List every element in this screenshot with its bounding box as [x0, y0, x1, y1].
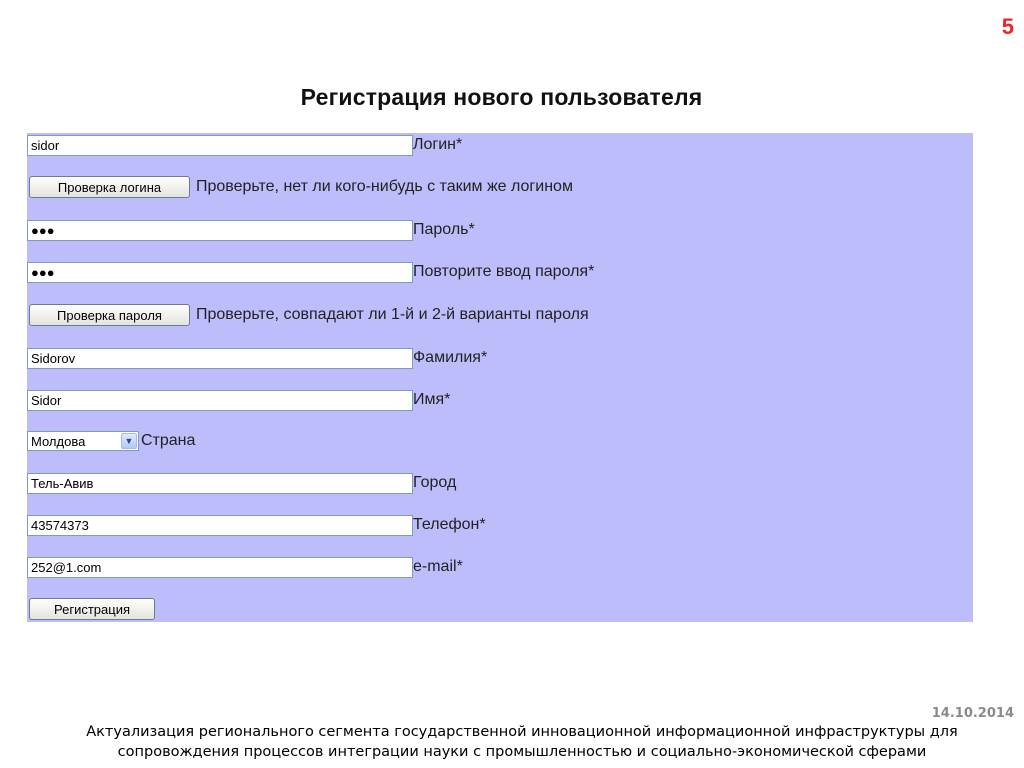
- password-repeat-label: Повторите ввод пароля*: [413, 263, 595, 280]
- login-input[interactable]: [27, 135, 413, 156]
- chevron-down-icon[interactable]: ▼: [121, 433, 137, 449]
- country-select[interactable]: [27, 431, 139, 451]
- check-password-button[interactable]: Проверка пароля: [29, 304, 190, 326]
- country-label: Страна: [141, 432, 196, 449]
- check-password-hint: Проверьте, совпадают ли 1-й и 2-й варианты пароля: [196, 306, 589, 323]
- phone-label: Телефон*: [413, 516, 486, 533]
- email-label: e-mail*: [413, 558, 463, 575]
- password-input[interactable]: [27, 220, 413, 241]
- register-button[interactable]: Регистрация: [29, 598, 155, 620]
- password-repeat-row: [27, 260, 594, 284]
- slide-number: 5: [1001, 14, 1014, 39]
- surname-row: [27, 346, 487, 370]
- login-label: Логин*: [413, 136, 463, 153]
- city-row: [27, 471, 456, 495]
- phone-row: [27, 513, 486, 537]
- check-password-row: [27, 303, 589, 327]
- name-input[interactable]: [27, 390, 413, 411]
- slide-date: 14.10.2014: [931, 706, 1014, 721]
- check-login-button[interactable]: Проверка логина: [29, 176, 190, 198]
- footer-line-2: сопровождения процессов интеграции науки с промышленностью и социально-экономической сферами: [117, 744, 927, 760]
- password-row: [27, 218, 475, 242]
- email-row: [27, 555, 463, 579]
- email-input[interactable]: [27, 557, 413, 578]
- check-login-hint: Проверьте, нет ли кого-нибудь с таким же логином: [196, 178, 573, 195]
- footer: [0, 722, 1024, 762]
- phone-input[interactable]: [27, 515, 413, 536]
- password-label: Пароль*: [413, 221, 475, 238]
- register-row: [27, 597, 161, 621]
- password-repeat-input[interactable]: [27, 262, 413, 283]
- country-select-value: Молдова: [31, 433, 86, 449]
- page-title: Регистрация нового пользователя: [300, 84, 703, 110]
- check-login-row: [27, 175, 573, 199]
- name-row: [27, 388, 450, 412]
- name-label: Имя*: [413, 391, 451, 408]
- city-input[interactable]: [27, 473, 413, 494]
- login-row: [27, 133, 462, 157]
- surname-input[interactable]: [27, 348, 413, 369]
- city-label: Город: [413, 474, 457, 491]
- footer-line-1: Актуализация регионального сегмента государственной инновационной информационной инфраструктуры для: [86, 724, 958, 740]
- registration-form: [27, 133, 973, 622]
- surname-label: Фамилия*: [413, 349, 488, 366]
- country-row: [27, 429, 195, 453]
